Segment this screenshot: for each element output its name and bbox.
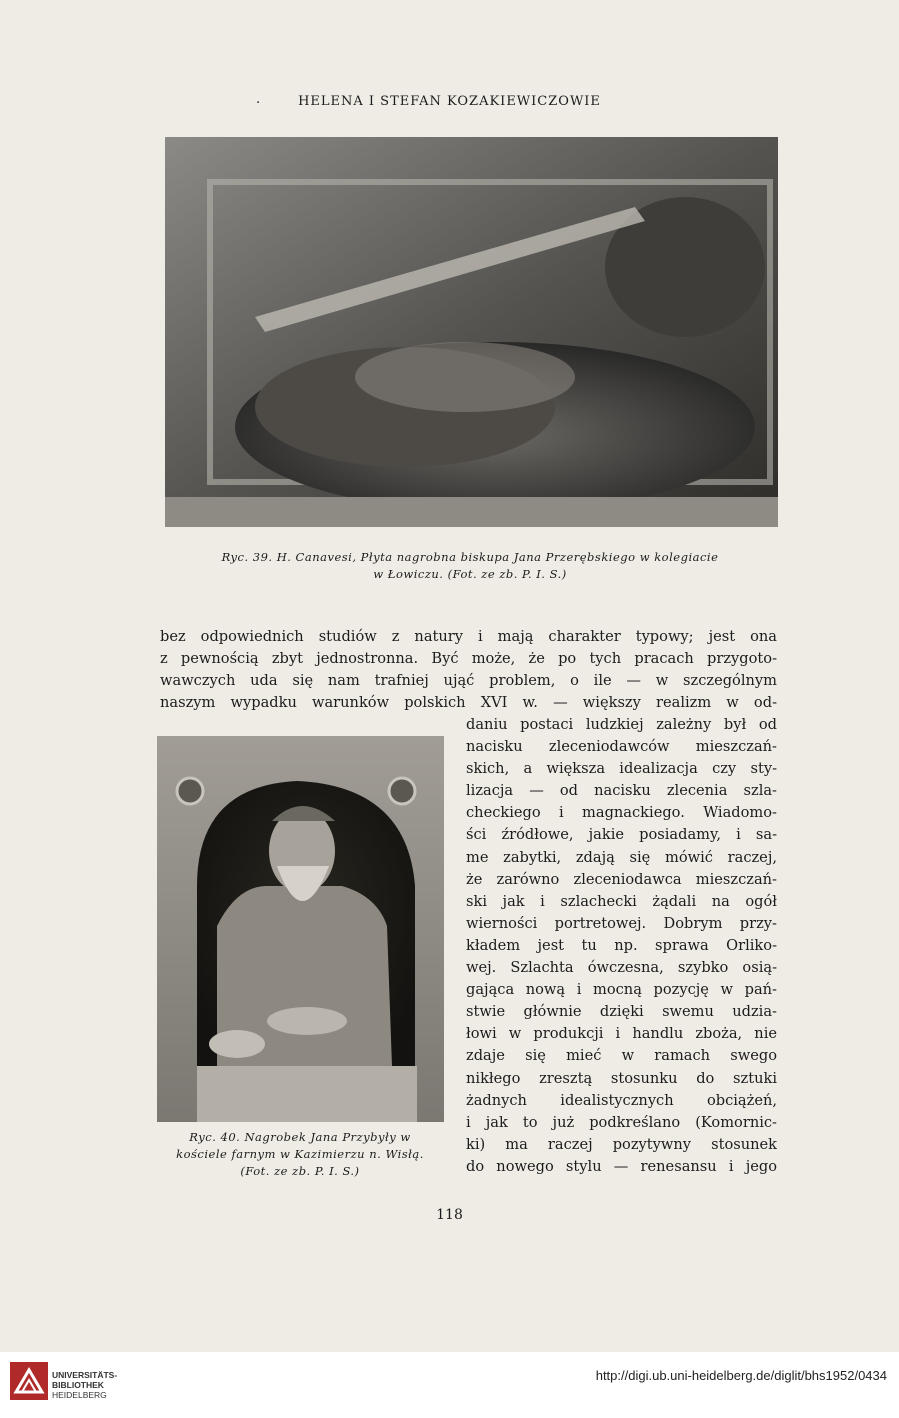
body-line: z pewnością zbyt jednostronna. Być może, że po tych pracach przygoto-	[160, 650, 777, 668]
body-line: wej. Szlachta ówczesna, szybko osią-	[466, 959, 777, 977]
footer-bar	[0, 1352, 899, 1418]
body-line: checkiego i magnackiego. Wiadomo-	[466, 804, 777, 822]
body-line: wawczych uda się nam trafniej ująć problem, o ile — w szczególnym	[160, 672, 777, 690]
figure-39-caption	[150, 549, 790, 583]
body-line: kładem jest tu np. sprawa Orliko-	[466, 936, 777, 954]
body-line: żadnych idealistycznych obciążeń,	[466, 1091, 777, 1109]
body-line: do nowego stylu — renesansu i jego	[466, 1157, 777, 1175]
figure-39-caption-line1: Ryc. 39. H. Canavesi, Płyta nagrobna biskupa Jana Przerębskiego w kolegiacie	[221, 550, 719, 564]
library-name-line1: UNIVERSITÄTS-	[52, 1370, 118, 1380]
figure-40-caption	[145, 1129, 455, 1180]
body-line: daniu postaci ludzkiej zależny był od	[466, 716, 777, 733]
body-line: naszym wypadku warunków polskich XVI w. — większy realizm w od-	[160, 694, 777, 712]
body-text-narrow	[466, 714, 777, 1178]
body-line: zdaje się mieć w ramach swego	[466, 1047, 777, 1065]
body-line: me zabytki, zdają się mówić raczej,	[466, 848, 777, 866]
figure-40-caption-line3: (Fot. ze zb. P. I. S.)	[240, 1164, 360, 1178]
running-header	[0, 94, 899, 109]
body-line: wierności portretowej. Dobrym przy-	[466, 914, 777, 932]
figure-39-tomb-slab-photo	[165, 137, 778, 527]
figure-39-caption-line2: w Łowiczu. (Fot. ze zb. P. I. S.)	[373, 567, 567, 581]
body-line: łowi w produkcji i handlu zboża, nie	[466, 1025, 777, 1043]
body-line: ści źródłowe, jakie posiadamy, i sa-	[466, 826, 777, 844]
library-name-line3: HEIDELBERG	[52, 1390, 107, 1400]
body-text-wide	[160, 626, 777, 714]
body-line: ski jak i szlachecki żądali na ogół	[466, 892, 777, 910]
library-name-line2: BIBLIOTHEK	[52, 1380, 104, 1390]
page-number: 118	[436, 1207, 463, 1223]
body-line: stwie głównie dzięki swemu udzia-	[466, 1003, 777, 1021]
body-line: nikłego zresztą stosunku do sztuki	[466, 1069, 777, 1087]
header-title: HELENA I STEFAN KOZAKIEWICZOWIE	[298, 94, 601, 109]
university-library-logo-icon	[10, 1362, 48, 1400]
library-name	[52, 1370, 117, 1400]
body-line: bez odpowiednich studiów z natury i mają charakter typowy; jest ona	[160, 628, 777, 645]
header-dot: .	[256, 92, 262, 107]
body-line: nacisku zleceniodawców mieszczań-	[466, 738, 777, 756]
permalink-url[interactable]: http://digi.ub.uni-heidelberg.de/diglit/bhs1952/0434	[595, 1368, 887, 1383]
body-line: skich, a większa idealizacja czy sty-	[466, 760, 777, 778]
body-line: gająca nową i mocną pozycję w pań-	[466, 981, 777, 999]
body-line: ki) ma raczej pozytywny stosunek	[466, 1135, 777, 1153]
figure-40-tomb-portrait-photo	[157, 736, 444, 1122]
body-line: lizacja — od nacisku zlecenia szla-	[466, 782, 777, 800]
body-line: że zarówno zleceniodawca mieszczań-	[466, 870, 777, 888]
figure-40-caption-line2: kościele farnym w Kazimierzu n. Wisłą.	[176, 1147, 424, 1161]
figure-40-caption-line1: Ryc. 40. Nagrobek Jana Przybyły w	[189, 1130, 411, 1144]
body-line: i jak to już podkreślano (Komornic-	[466, 1113, 777, 1131]
